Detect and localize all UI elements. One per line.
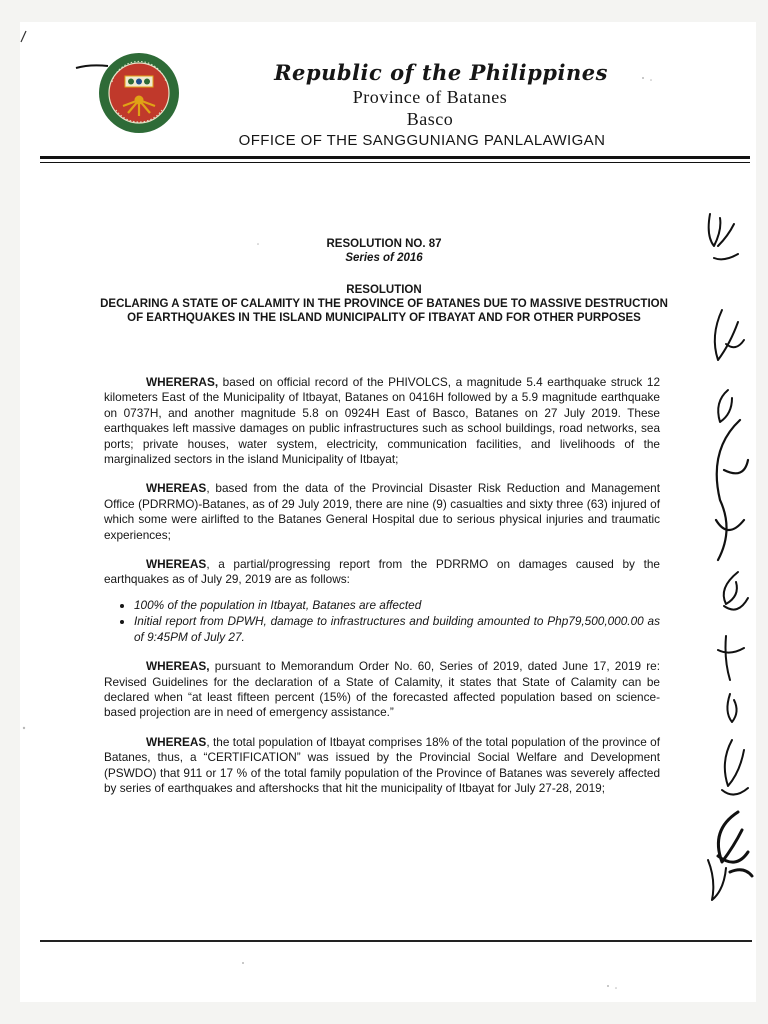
paragraph-lead: WHEREAS, [146,659,210,674]
resolution-number: RESOLUTION NO. 87 [326,238,442,250]
paragraph-lead: WHEREAS [146,557,207,572]
paragraph-text: pursuant to Memorandum Order No. 60, Series of 2019, dated June 17, 2019 re: Revised Guidelines for the declaration of a State of Calamity, it states that State of Calamity can be declared when “at least fifteen percent (15%) of the forecasted affected population based on science-based projection are in need of emergency assistance.” [104,659,660,720]
office-heading: OFFICE OF THE SANGGUNIANG PANLALAWIGAN [238,132,606,149]
paragraph-lead: WHEREAS [146,481,207,496]
resolution-series: Series of 2016 [345,252,423,264]
paragraph-text: , a partial/progressing report from the PDRRMO on damages caused by the earthquakes as of July 29, 2019 are as follows: [104,557,660,587]
list-item: • Initial report from DPWH, damage to infrastructures and building amounted to Php79,500,000.00 as of 9:45PM of July 27. [134,614,660,645]
paragraph-lead: WHERERAS, [146,375,219,389]
resolution-label: RESOLUTION [346,284,422,296]
list-item: • 100% of the population in Itbayat, Batanes are affected [134,598,660,613]
municipality-heading: Basco [406,109,454,129]
paragraph-lead: WHEREAS [146,734,207,749]
republic-heading: Republic of the Philippines [274,60,608,85]
resolution-title: DECLARING A STATE OF CALAMITY IN THE PROVINCE OF BATANES DUE TO MASSIVE DESTRUCTION OF EARTHQUAKES IN THE ISLAND MUNICIPALITY OF ITBAYAT AND FOR OTHER PURPOSES [100,298,668,324]
paragraph-text: based on official record of the PHIVOLCS, a magnitude 5.4 earthquake struck 12 kilometers East of the Municipality of Itbayat, Batanes on 0416H followed by a 5.9 magnitude earthquake on 0737H, and another magnitude 5.8 on 0924H East of Basco, Batanes on 27 July 2019. These earthquakes left massive damages on public infrastructures such as school buildings, road networks, sea ports; private houses, water system, electricity, communication facilities, and livelihoods of the marginalized sectors in the island Municipality of Itbayat; [104,375,660,467]
paragraph-text: , based from the data of the Provincial Disaster Risk Reduction and Management Office (PDRRMO)-Batanes, as of 29 July 2019, there are nine (9) casualties and sixty three (63) injured of which some were airlifted to the Batanes General Hospital due to serious physical injuries and traumatic experiences; [104,481,660,542]
province-heading: Province of Batanes [352,87,508,107]
paragraph-text: , the total population of Itbayat comprises 18% of the total population of the province of Batanes, thus, a “CERTIFICATION” was issued by the Provincial Social Welfare and Development (PSWDO) that 911 or 17 % of the total family population of the Province of Batanes was severely affected by series of earthquakes and aftershocks that hit the municipality of Itbayat for July 27-28, 2019; [104,734,660,795]
